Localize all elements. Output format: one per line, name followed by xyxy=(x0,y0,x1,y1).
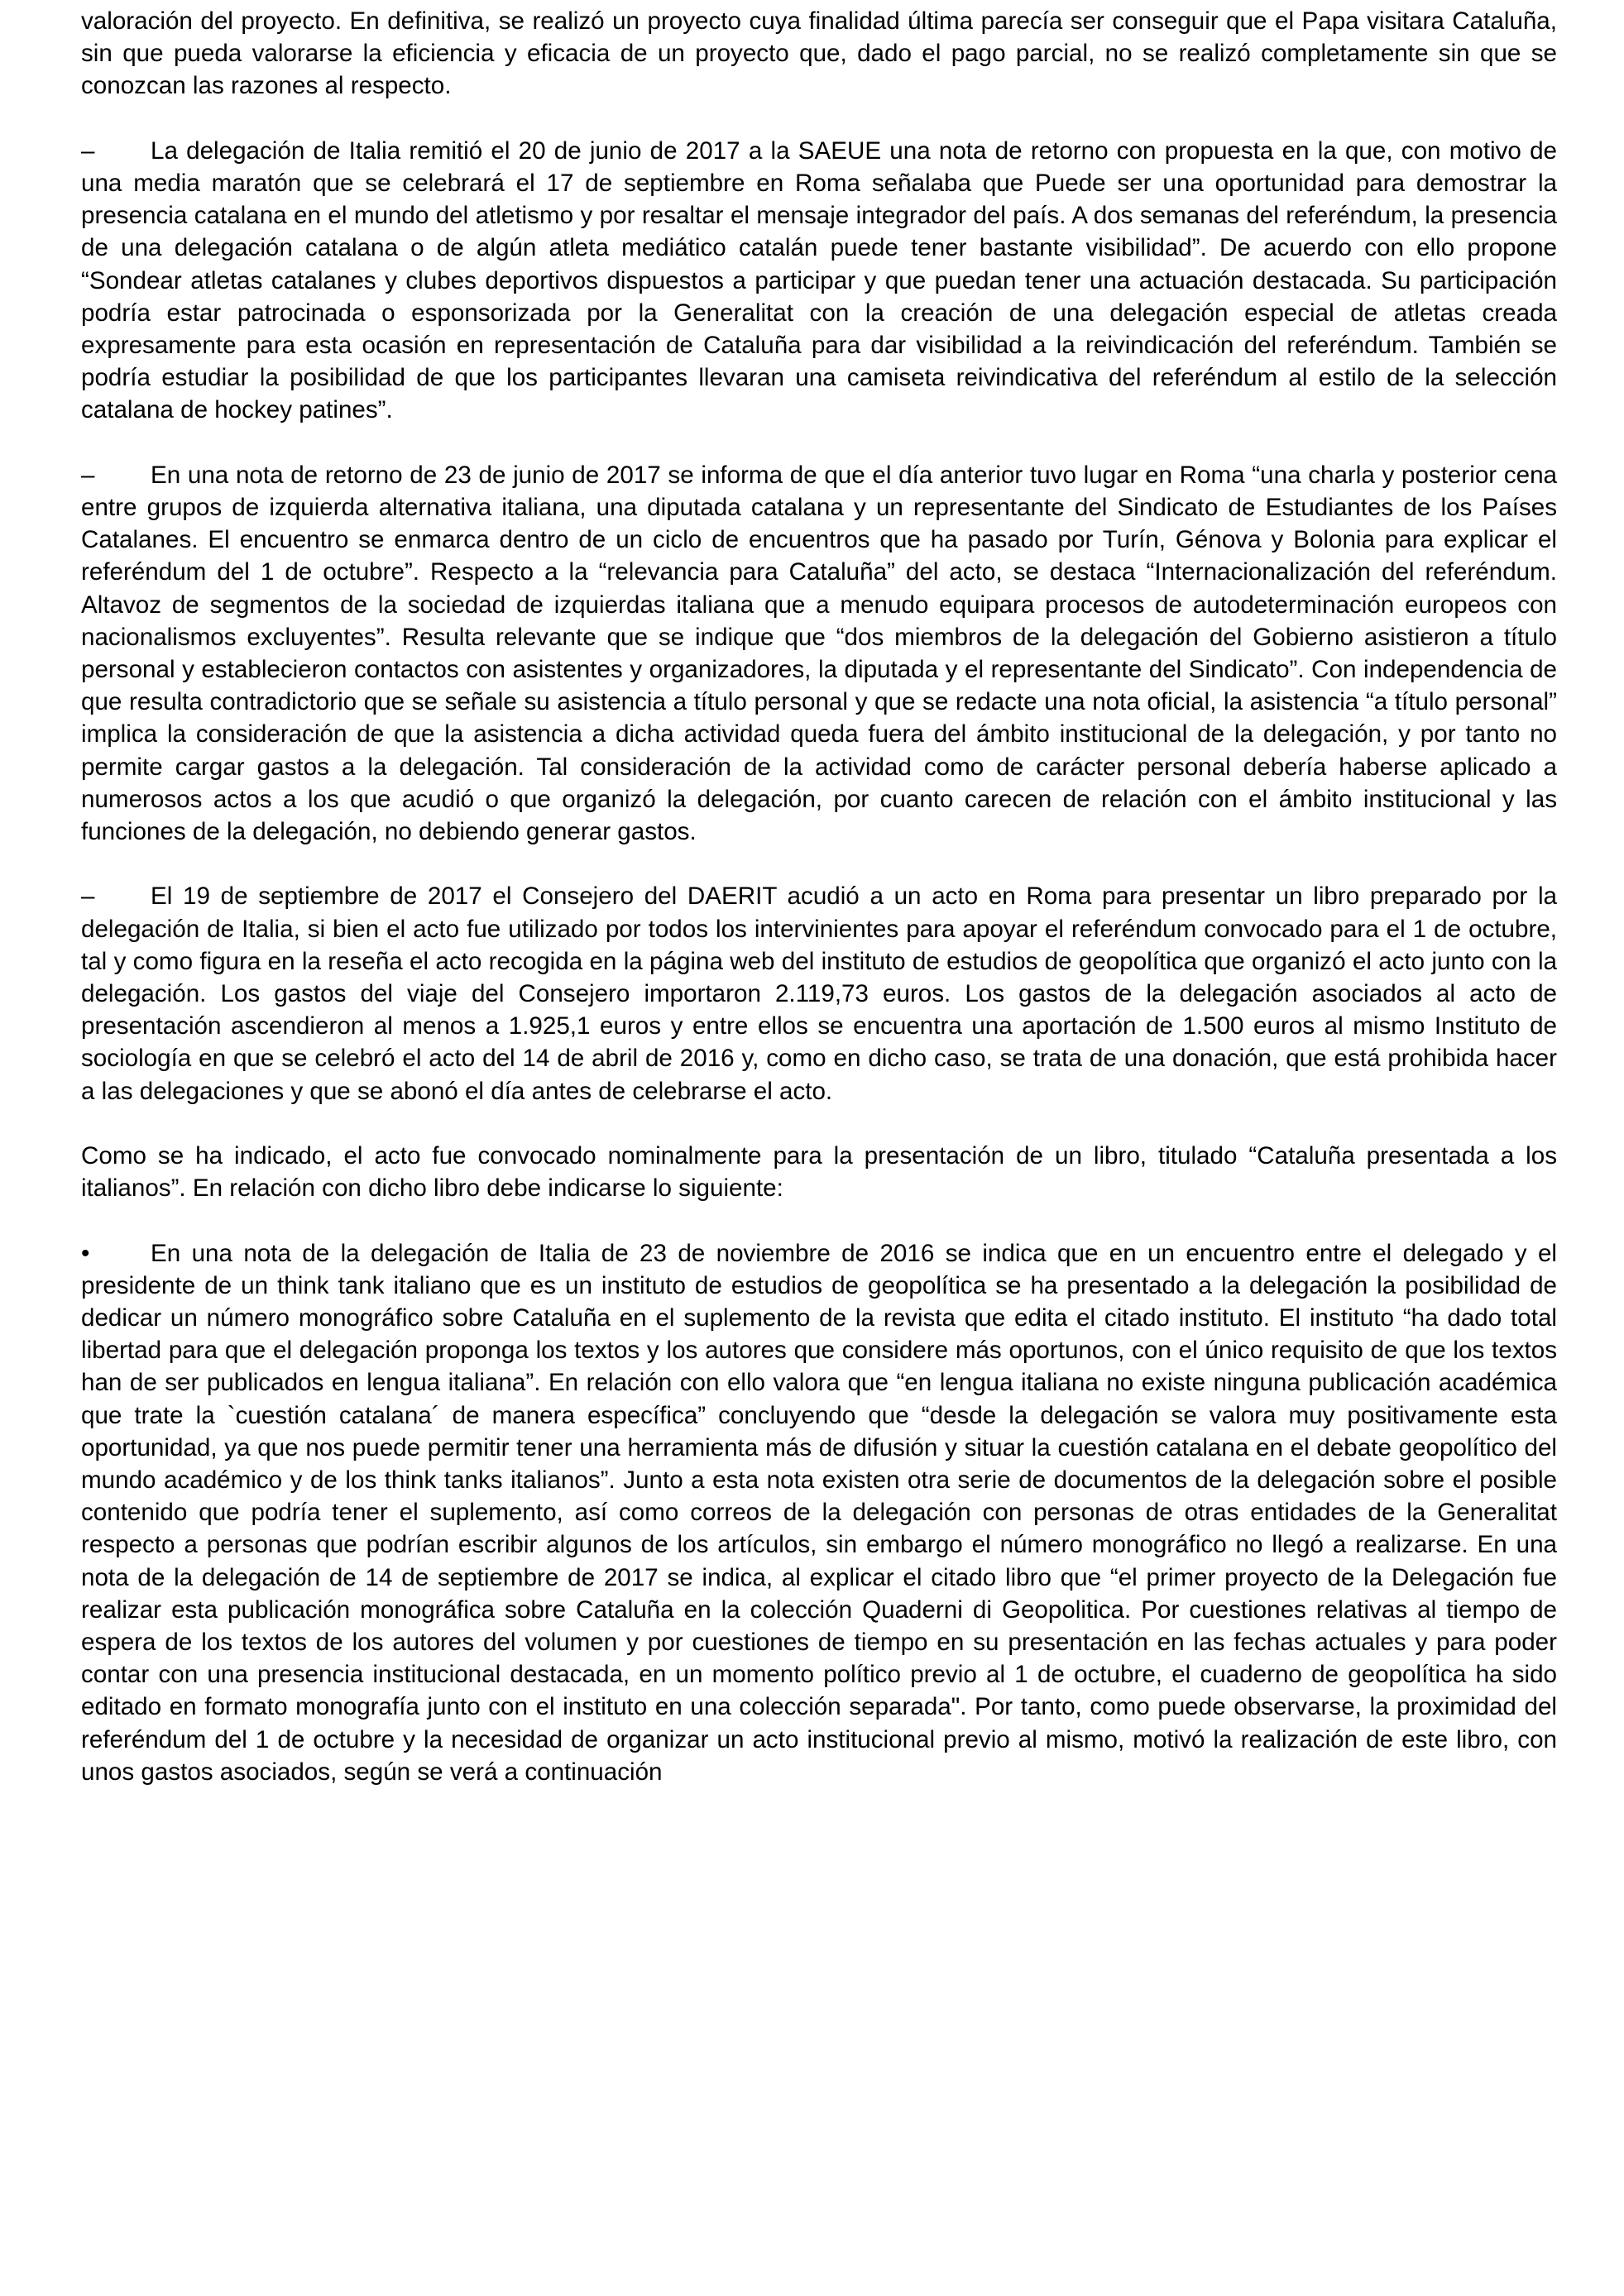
paragraph-book-intro xyxy=(81,1140,1557,1204)
list-item-italy-marathon xyxy=(81,135,1557,427)
list-item-rome-dinner xyxy=(81,459,1557,848)
list-item-monograph xyxy=(81,1237,1557,1788)
paragraph-text: Como se ha indicado, el acto fue convocado nominalmente para la presentación de un libro, titulado “Cataluña presentada a los italianos”. En relación con dicho libro debe indicarse lo siguiente: xyxy=(81,1142,1557,1203)
document-page xyxy=(81,5,1557,1788)
dot-bullet-icon: • xyxy=(81,1239,90,1267)
paragraph-text: En una nota de retorno de 23 de junio de 2017 se informa de que el día anterior tuvo lugar en Roma “una charla y posterior cena entre grupos de izquierda alternativa italiana, una diputada catalana y un representante del Sindicato de Estudiantes de los Países Catalanes. El encuentro se enmarca dentro de un ciclo de encuentros que ha pasado por Turín, Génova y Bolonia para explicar el referéndum del 1 de octubre”. Respecto a la “relevancia para Cataluña” del acto, se destaca “Internacionalización del referéndum. Altavoz de segmentos de la sociedad de izquierdas italiana que a menudo equipara procesos de autodeterminación europeos con nacionalismos excluyentes”. Resulta relevante que se indique que “dos miembros de la delegación del Gobierno asistieron a título personal y establecieron contactos con asistentes y organizadores, la diputada y el representante del Sindicato”. Con independencia de que resulta contradictorio que se señale su asistencia a título personal y que se redacte una nota oficial, la asistencia “a título personal” implica la consideración de que la asistencia a dicha actividad queda fuera del ámbito institucional de la delegación, y por tanto no permite cargar gastos a la delegación. Tal consideración de la actividad como de carácter personal debería haberse aplicado a numerosos actos a los que acudió o que organizó la delegación, por cuanto carecen de relación con el ámbito institucional y las funciones de la delegación, no debiendo generar gastos. xyxy=(81,461,1557,846)
paragraph-text: En una nota de la delegación de Italia de 23 de noviembre de 2016 se indica que en un encuentro entre el delegado y el presidente de un think tank italiano que es un instituto de estudios de geopolítica se ha presentado a la delegación la posibilidad de dedicar un número monográfico sobre Cataluña en el suplemento de la revista que edita el citado instituto. El instituto “ha dado total libertad para que el delegación proponga los textos y los autores que considere más oportunos, con el único requisito de que los textos han de ser publicados en lengua italiana”. En relación con ello valora que “en lengua italiana no existe ninguna publicación académica que trate la `cuestión catalana´ de manera específica” concluyendo que “desde la delegación se valora muy positivamente esta oportunidad, ya que nos puede permitir tener una herramienta más de difusión y situar la cuestión catalana en el debate geopolítico del mundo académico y de los think tanks italianos”. Junto a esta nota existen otra serie de documentos de la delegación sobre el posible contenido que podría tener el suplemento, así como correos de la delegación con personas de otras entidades de la Generalitat respecto a personas que podrían escribir algunos de los artículos, sin embargo el número monográfico no llegó a realizarse. En una nota de la delegación de 14 de septiembre de 2017 se indica, al explicar el citado libro que “el primer proyecto de la Delegación fue realizar esta publicación monográfica sobre Cataluña en la colección Quaderni di Geopolitica. Por cuestiones relativas al tiempo de espera de los textos de los autores del volumen y por cuestiones de tiempo en su presentación en las fechas actuales y para poder contar con una presencia institucional destacada, en un momento político previo al 1 de octubre, el cuaderno de geopolítica ha sido editado en formato monografía junto con el instituto en una colección separada". Por tanto, como puede observarse, la proximidad del referéndum del 1 de octubre y la necesidad de organizar un acto institucional previo al mismo, motivó la realización de este libro, con unos gastos asociados, según se verá a continuación xyxy=(81,1239,1557,1786)
list-item-book-presentation xyxy=(81,880,1557,1107)
dash-bullet-icon: – xyxy=(81,136,95,165)
paragraph-text: valoración del proyecto. En definitiva, se realizó un proyecto cuya finalidad última parecía ser conseguir que el Papa visitara Cataluña, sin que pueda valorarse la eficiencia y eficacia de un proyecto que, dado el pago parcial, no se realizó completamente sin que se conozcan las razones al respecto. xyxy=(81,7,1557,100)
paragraph-text: El 19 de septiembre de 2017 el Consejero del DAERIT acudió a un acto en Roma para presentar un libro preparado por la delegación de Italia, si bien el acto fue utilizado por todos los intervinientes para apoyar el referéndum convocado para el 1 de octubre, tal y como figura en la reseña el acto recogida en la página web del instituto de estudios de geopolítica que organizó el acto junto con la delegación. Los gastos del viaje del Consejero importaron 2.119,73 euros. Los gastos de la delegación asociados al acto de presentación ascendieron al menos a 1.925,1 euros y entre ellos se encuentra una aportación de 1.500 euros al mismo Instituto de sociología en que se celebró el acto del 14 de abril de 2016 y, como en dicho caso, se trata de una donación, que está prohibida hacer a las delegaciones y que se abonó el día antes de celebrarse el acto. xyxy=(81,883,1557,1105)
dash-bullet-icon: – xyxy=(81,883,95,911)
dash-bullet-icon: – xyxy=(81,461,95,489)
paragraph-intro xyxy=(81,5,1557,103)
paragraph-text: La delegación de Italia remitió el 20 de junio de 2017 a la SAEUE una nota de retorno con propuesta en la que, con motivo de una media maratón que se celebrará el 17 de septiembre en Roma señalaba que Puede ser una oportunidad para demostrar la presencia catalana en el mundo del atletismo y por resaltar el mensaje integrador del país. A dos semanas del referéndum, la presencia de una delegación catalana o de algún atleta mediático catalán puede tener bastante visibilidad”. De acuerdo con ello propone “Sondear atletas catalanes y clubes deportivos dispuestos a participar y que puedan tener una actuación destacada. Su participación podría estar patrocinada o esponsorizada por la Generalitat con la creación de una delegación especial de atletas creada expresamente para esta ocasión en representación de Cataluña para dar visibilidad a la reivindicación del referéndum. También se podría estudiar la posibilidad de que los participantes llevaran una camiseta reivindicativa del referéndum al estilo de la selección catalana de hockey patines”. xyxy=(81,136,1557,424)
